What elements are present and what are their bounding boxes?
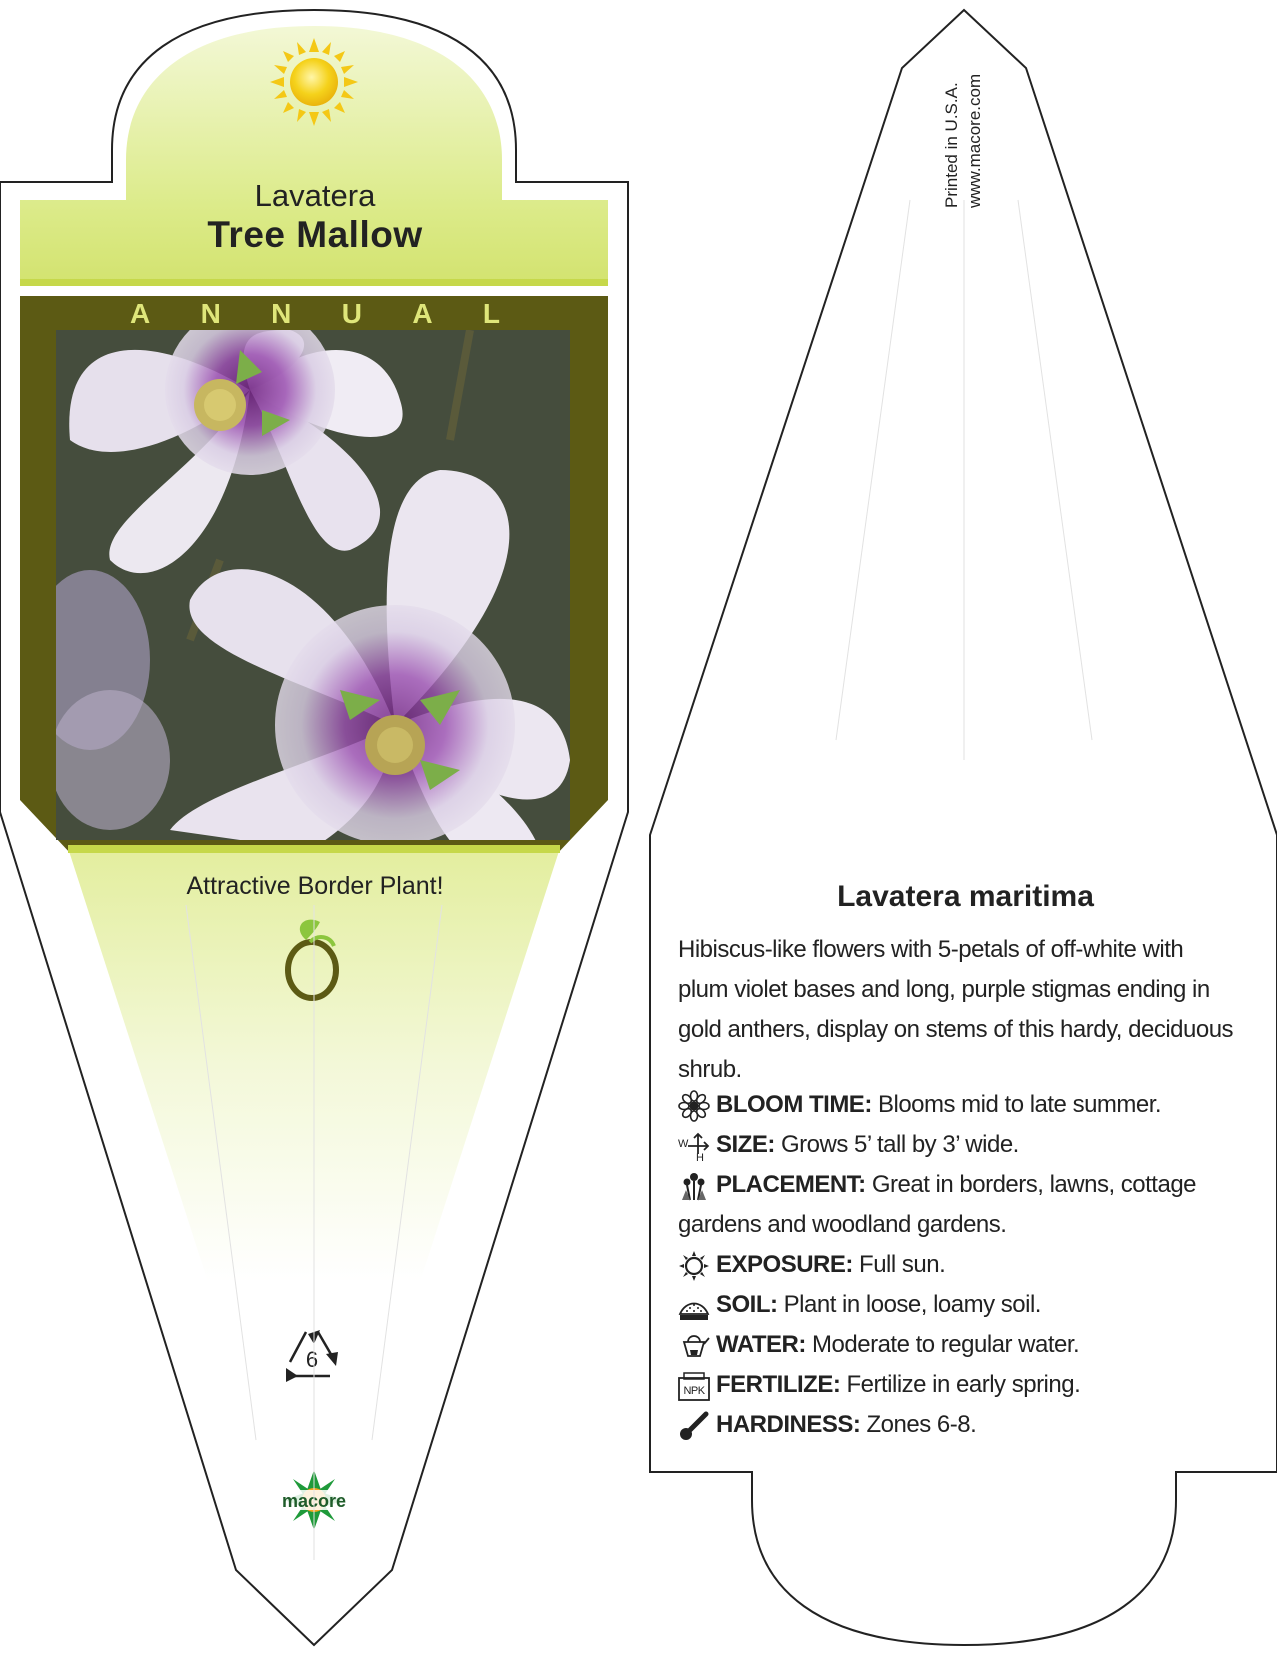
- fertilize-row: [678, 1365, 1248, 1405]
- botanical-name: Lavatera maritima: [837, 880, 1094, 913]
- water-label: WATER:: [716, 1331, 806, 1358]
- exposure-label: EXPOSURE:: [716, 1251, 853, 1278]
- exposure-value: Full sun.: [859, 1251, 946, 1278]
- soil-row: [678, 1285, 1248, 1325]
- bloom-time-value: Blooms mid to late summer.: [877, 1091, 1162, 1118]
- printed-in-text: Printed in U.S.A.: [942, 82, 961, 208]
- npk-icon-label: NPK: [683, 1384, 705, 1397]
- category-label: [130, 298, 500, 330]
- website-text: www.macore.com: [965, 73, 984, 208]
- size-row: [678, 1125, 1248, 1165]
- size-icon-h: H: [696, 1151, 704, 1162]
- water-row: [678, 1325, 1248, 1365]
- category-letter: N: [271, 298, 292, 329]
- watering-can-icon: [678, 1330, 710, 1362]
- recycle-number: 6: [305, 1347, 319, 1372]
- bloom-time-row: [678, 1085, 1248, 1125]
- soil-value: Plant in loose, loamy soil.: [783, 1291, 1041, 1318]
- fertilize-label: FERTILIZE:: [716, 1371, 841, 1398]
- placement-icon: [678, 1170, 710, 1202]
- fertilize-value: Fertilize in early spring.: [846, 1371, 1081, 1398]
- size-value: Grows 5’ tall by 3’ wide.: [781, 1131, 1019, 1158]
- flower-photo: [30, 305, 570, 860]
- plant-description: Hibiscus-like flowers with 5-petals of off-white with plum violet bases and long, purple stigmas ending in gold anthers, display on stems of this hardy, deciduous shrub.: [678, 936, 1234, 1083]
- water-value: Moderate to regular water.: [812, 1331, 1080, 1358]
- flower-icon: [678, 1090, 710, 1122]
- hardiness-value: Zones 6-8.: [866, 1411, 977, 1438]
- hardiness-row: [678, 1405, 1248, 1445]
- category-letter: U: [341, 298, 362, 329]
- sun-outline-icon: [678, 1250, 710, 1282]
- placement-row: [678, 1165, 1248, 1245]
- size-icon-w: W: [678, 1137, 688, 1150]
- category-letter: N: [200, 298, 221, 329]
- printed-info: [935, 48, 995, 218]
- variety-name: Tree Mallow: [207, 214, 423, 255]
- category-letter: L: [482, 298, 500, 329]
- soil-label: SOIL:: [716, 1291, 778, 1318]
- bloom-time-label: BLOOM TIME:: [716, 1091, 872, 1118]
- soil-icon: [678, 1290, 710, 1322]
- brand-name: macore: [281, 1491, 347, 1511]
- placement-value: Great in borders, lawns, cottage gardens and woodland gardens.: [678, 1171, 1197, 1238]
- hardiness-label: HARDINESS:: [716, 1411, 861, 1438]
- thermometer-icon: [678, 1410, 710, 1442]
- tagline: Attractive Border Plant!: [186, 872, 444, 900]
- common-name: Lavatera: [254, 178, 376, 213]
- category-letter: A: [412, 298, 433, 329]
- placement-label: PLACEMENT:: [716, 1171, 866, 1198]
- size-label: SIZE:: [716, 1131, 775, 1158]
- size-icon: [678, 1130, 710, 1162]
- exposure-row: [678, 1245, 1248, 1285]
- npk-icon: [678, 1370, 710, 1402]
- category-letter: A: [130, 298, 151, 329]
- sun-icon: [270, 38, 358, 126]
